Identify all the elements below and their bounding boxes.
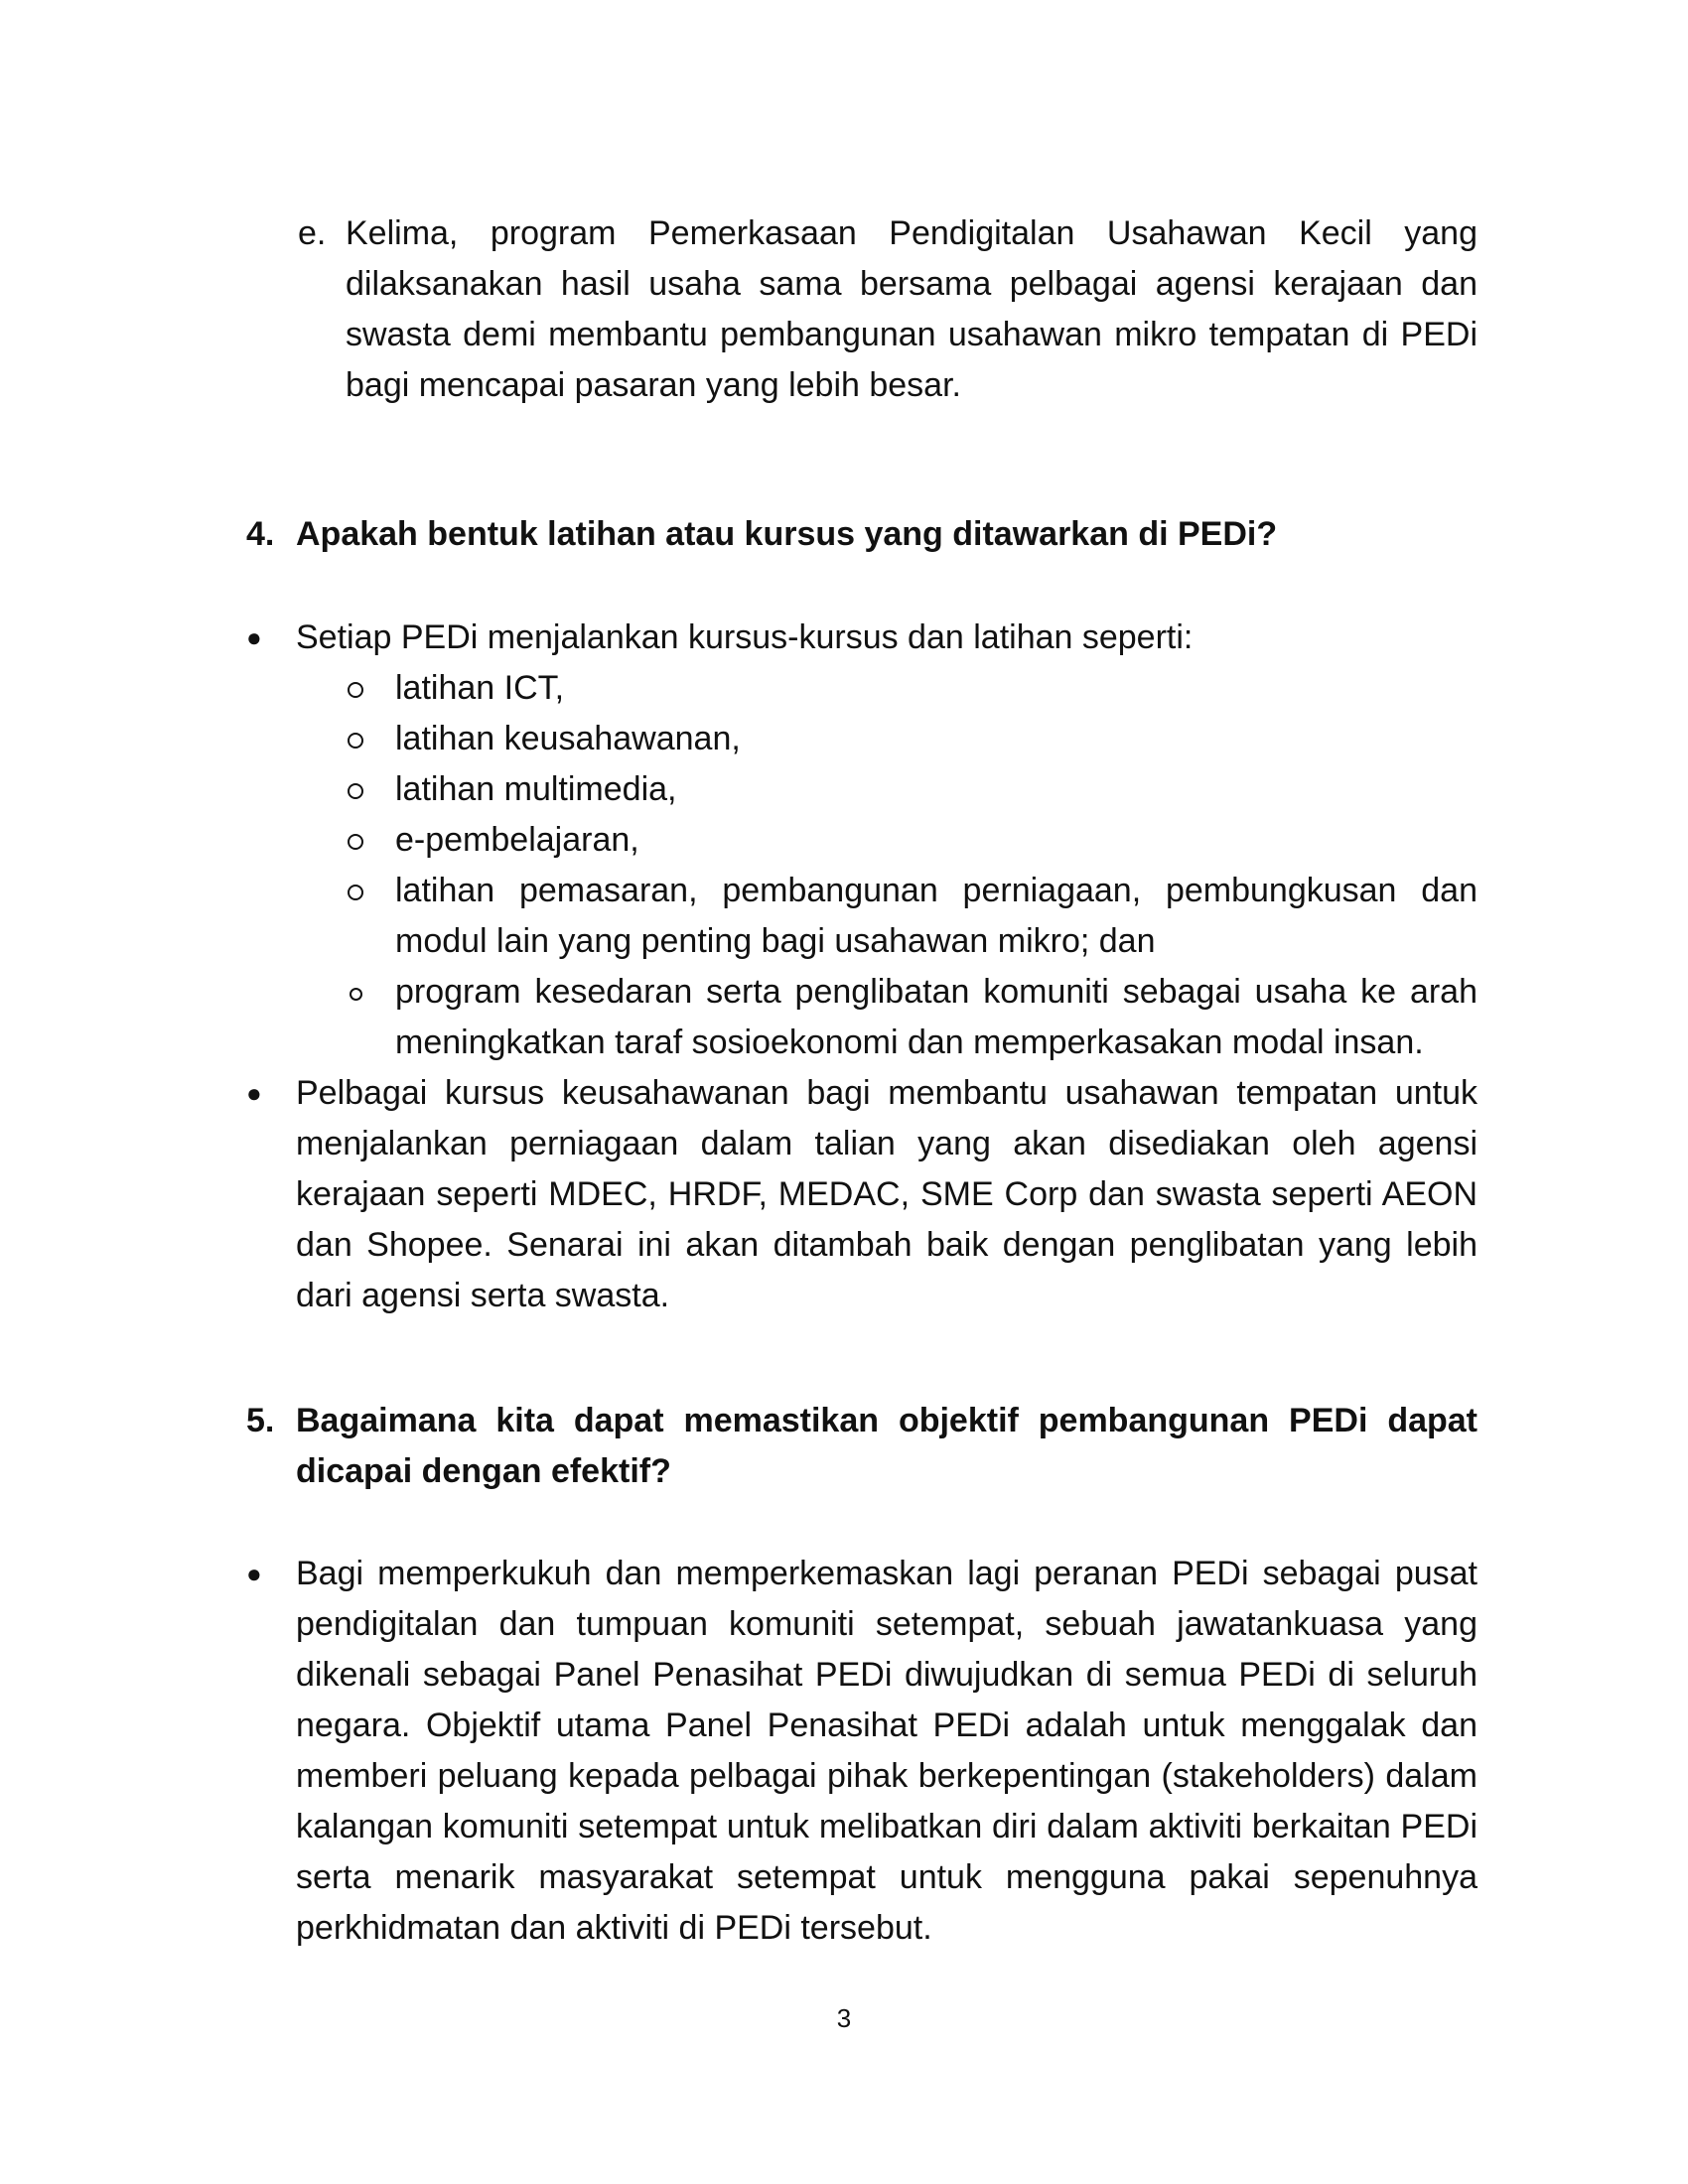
circle-bullet-icon bbox=[348, 885, 363, 900]
q4-subitem-4: e-pembelajaran, bbox=[395, 821, 639, 859]
q4-subitem-1: latihan ICT, bbox=[395, 669, 565, 707]
q4-bullet-1-text: Setiap PEDi menjalankan kursus-kursus dan latihan seperti: bbox=[296, 618, 1194, 656]
question-4-heading: Apakah bentuk latihan atau kursus yang ditawarkan di PEDi? bbox=[296, 515, 1278, 553]
bullet-icon: ● bbox=[246, 1559, 262, 1588]
circle-bullet-icon bbox=[350, 988, 362, 1001]
circle-bullet-icon bbox=[348, 783, 363, 799]
circle-bullet-icon bbox=[348, 682, 363, 698]
question-5-number: 5. bbox=[246, 1402, 275, 1439]
q4-subitem-2: latihan keusahawanan, bbox=[395, 720, 741, 757]
question-5-heading: Bagaimana kita dapat memastikan objektif pembangunan PEDi dapat dicapai dengan efektif? bbox=[296, 1402, 1477, 1490]
q4-subitem-3: latihan multimedia, bbox=[395, 770, 677, 808]
circle-bullet-icon bbox=[348, 834, 363, 850]
circle-bullet-icon bbox=[348, 733, 363, 749]
bullet-icon: ● bbox=[246, 1078, 262, 1108]
bullet-icon: ● bbox=[246, 622, 262, 652]
question-4-number: 4. bbox=[246, 515, 275, 553]
q4-bullet-2-text: Pelbagai kursus keusahawanan bagi membantu usahawan tempatan untuk menjalankan perniagaan dalam talian yang akan disediakan oleh agensi kerajaan seperti MDEC, HRDF, MEDAC, SME Corp dan swasta seperti AEON dan Shopee. Senarai ini akan ditambah baik dengan penglibatan yang lebih dari agensi serta swasta. bbox=[296, 1074, 1477, 1314]
list-item-e-text: Kelima, program Pemerkasaan Pendigitalan Usahawan Kecil yang dilaksanakan hasil usaha sama bersama pelbagai agensi kerajaan dan swasta demi membantu pembangunan usahawan mikro tempatan di PEDi bagi mencapai pasaran yang lebih besar. bbox=[346, 214, 1477, 404]
page-number: 3 bbox=[836, 2003, 852, 2033]
q4-subitem-5: latihan pemasaran, pembangunan perniagaan, pembungkusan dan modul lain yang penting bagi usahawan mikro; dan bbox=[395, 872, 1477, 960]
q5-bullet-1-text: Bagi memperkukuh dan memperkemaskan lagi peranan PEDi sebagai pusat pendigitalan dan tumpuan komuniti setempat, sebuah jawatankuasa yang dikenali sebagai Panel Penasihat PEDi diwujudkan di semua PEDi di seluruh negara. Objektif utama Panel Penasihat PEDi adalah untuk menggalak dan memberi peluang kepada pelbagai pihak berkepentingan (stakeholders) dalam kalangan komuniti setempat untuk melibatkan diri dalam aktiviti berkaitan PEDi serta menarik masyarakat setempat untuk mengguna pakai sepenuhnya perkhidmatan dan aktiviti di PEDi tersebut. bbox=[296, 1555, 1477, 1947]
list-marker-e: e. bbox=[298, 214, 327, 252]
q4-subitem-6: program kesedaran serta penglibatan komuniti sebagai usaha ke arah meningkatkan taraf sosioekonomi dan memperkasakan modal insan. bbox=[395, 973, 1477, 1061]
